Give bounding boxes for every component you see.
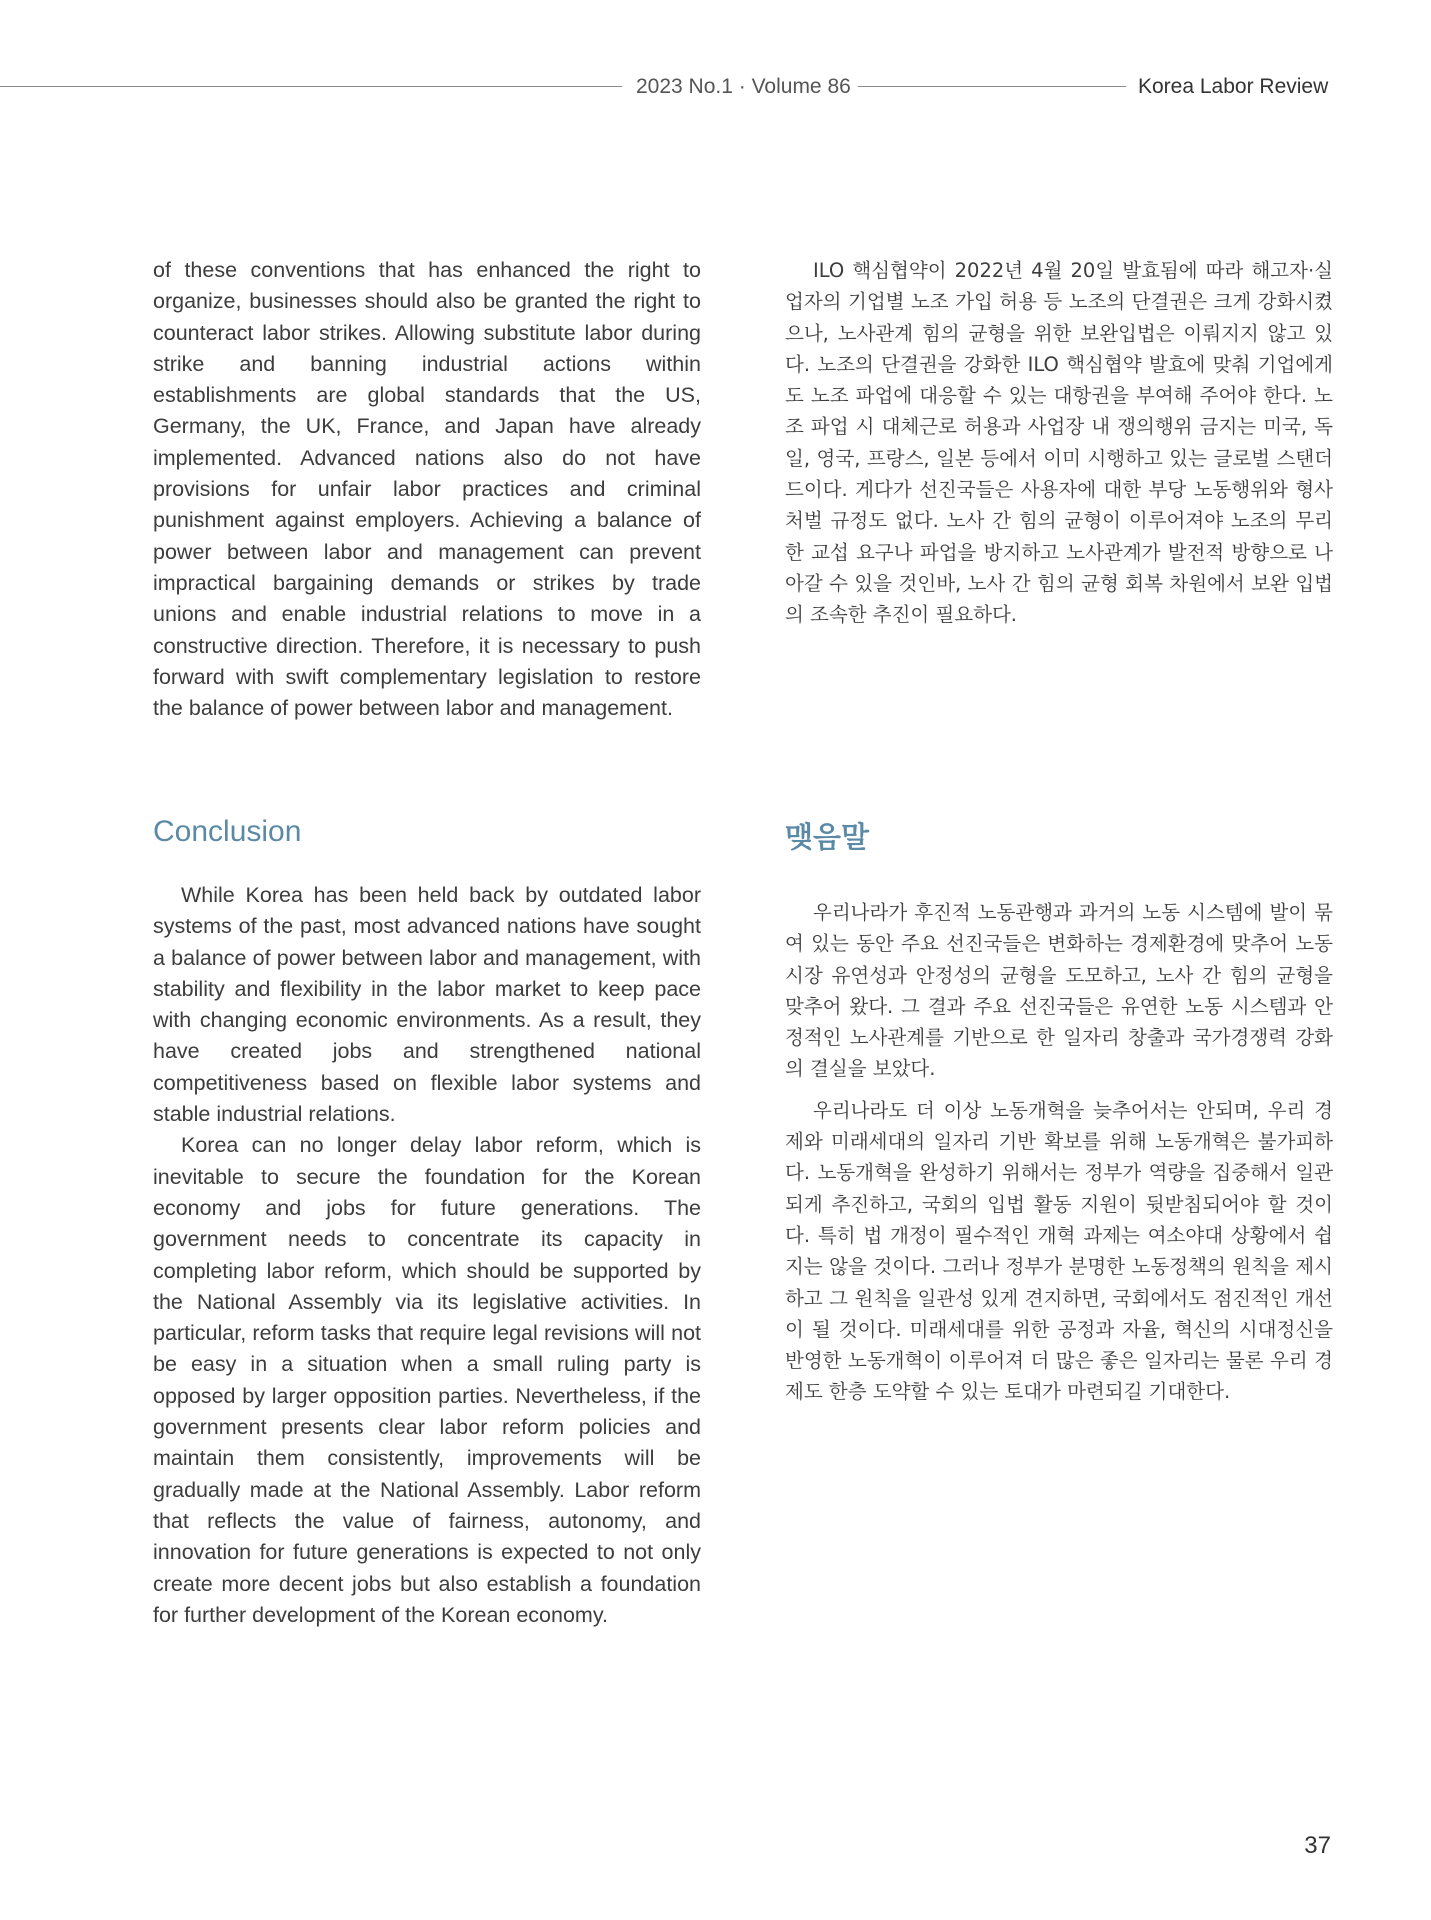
korean-conclusion-block xyxy=(785,897,1333,1408)
english-intro-paragraph: of these conventions that has enhanced the right to organize, businesses should also be granted the right to counteract labor strikes. Allowing substitute labor during strike and banning industrial actions within establishments are global standards that the US, Germany, the UK, France, and Japan have already implemented. Advanced nations also do not have provisions for unfair labor practices and criminal punishment against employers. Achieving a balance of power between labor and management can prevent impractical bargaining demands or strikes by trade unions and enable industrial relations to move in a constructive direction. Therefore, it is necessary to push forward with swift complementary legislation to restore the balance of power between labor and management. xyxy=(153,258,701,721)
english-conclusion-paragraph-2: Korea can no longer delay labor reform, which is inevitable to secure the foundation for the Korean economy and jobs for future generations. The government needs to concentrate its capacity in completing labor reform, which should be supported by the National Assembly via its legislative activities. In particular, reform tasks that require legal revisions will not be easy in a situation when a small ruling party is opposed by larger opposition parties. Nevertheless, if the government presents clear labor reform policies and maintain them consistently, improvements will be gradually made at the National Assembly. Labor reform that reflects the value of fairness, autonomy, and innovation for future generations is expected to not only create more decent jobs but also establish a foundation for further development of the Korean economy. xyxy=(153,1133,701,1627)
header-rule-left xyxy=(0,86,622,87)
korean-conclusion-paragraph-2: 우리나라도 더 이상 노동개혁을 늦추어서는 안되며, 우리 경제와 미래세대의 일자리 기반 확보를 위해 노동개혁은 불가피하다. 노동개혁을 완성하기 위해서는 정부가 역량을 집중해서 일관되게 추진하고, 국회의 입법 활동 지원이 뒷받침되어야 할 것이다. 특히 법 개정이 필수적인 개혁 과제는 여소야대 상황에서 쉽지는 않을 것이다. 그러나 정부가 분명한 노동정책의 원칙을 제시하고 그 원칙을 일관성 있게 견지하면, 국회에서도 점진적인 개선이 될 것이다. 미래세대를 위한 공정과 자율, 혁신의 시대정신을 반영한 노동개혁이 이루어져 더 많은 좋은 일자리는 물론 우리 경제도 한층 도약할 수 있는 토대가 마련되길 기대한다. xyxy=(785,1098,1333,1404)
english-intro-block xyxy=(153,255,701,724)
korean-section-heading: 맺음말 xyxy=(785,820,870,854)
page-number: 37 xyxy=(1304,1832,1331,1859)
english-conclusion-paragraph-1: While Korea has been held back by outdated labor systems of the past, most advanced nations have sought a balance of power between labor and management, with stability and flexibility in the labor market to keep pace with changing economic environments. As a result, they have created jobs and strengthened national competitiveness based on flexible labor systems and stable industrial relations. xyxy=(153,883,701,1127)
journal-title: Korea Labor Review xyxy=(1138,75,1329,98)
korean-intro-block xyxy=(785,255,1333,631)
english-conclusion-block xyxy=(153,880,701,1631)
page-header xyxy=(0,72,1431,102)
english-section-heading: Conclusion xyxy=(153,815,302,848)
korean-conclusion-paragraph-1: 우리나라가 후진적 노동관행과 과거의 노동 시스템에 발이 묶여 있는 동안 주요 선진국들은 변화하는 경제환경에 맞추어 노동시장 유연성과 안정성의 균형을 도모하고, 노사 간 힘의 균형을 맞추어 왔다. 그 결과 주요 선진국들은 유연한 노동 시스템과 안정적인 노사관계를 기반으로 한 일자리 창출과 국가경쟁력 강화의 결실을 보았다. xyxy=(785,901,1333,1081)
korean-intro-paragraph: ILO 핵심협약이 2022년 4월 20일 발효됨에 따라 해고자·실업자의 기업별 노조 가입 허용 등 노조의 단결권은 크게 강화시켰으나, 노사관계 힘의 균형을 위한 보완입법은 이뤄지지 않고 있다. 노조의 단결권을 강화한 ILO 핵심협약 발효에 맞춰 기업에게도 노조 파업에 대응할 수 있는 대항권을 부여해 주어야 한다. 노조 파업 시 대체근로 허용과 사업장 내 쟁의행위 금지는 미국, 독일, 영국, 프랑스, 일본 등에서 이미 시행하고 있는 글로벌 스탠더드이다. 게다가 선진국들은 사용자에 대한 부당 노동행위와 형사처벌 규정도 없다. 노사 간 힘의 균형이 이루어져야 노조의 무리한 교섭 요구나 파업을 방지하고 노사관계가 발전적 방향으로 나아갈 수 있을 것인바, 노사 간 힘의 균형 회복 차원에서 보완 입법의 조속한 추진이 필요하다. xyxy=(785,259,1333,627)
issue-label: 2023 No.1 · Volume 86 xyxy=(636,75,851,98)
header-rule-right xyxy=(858,86,1126,87)
